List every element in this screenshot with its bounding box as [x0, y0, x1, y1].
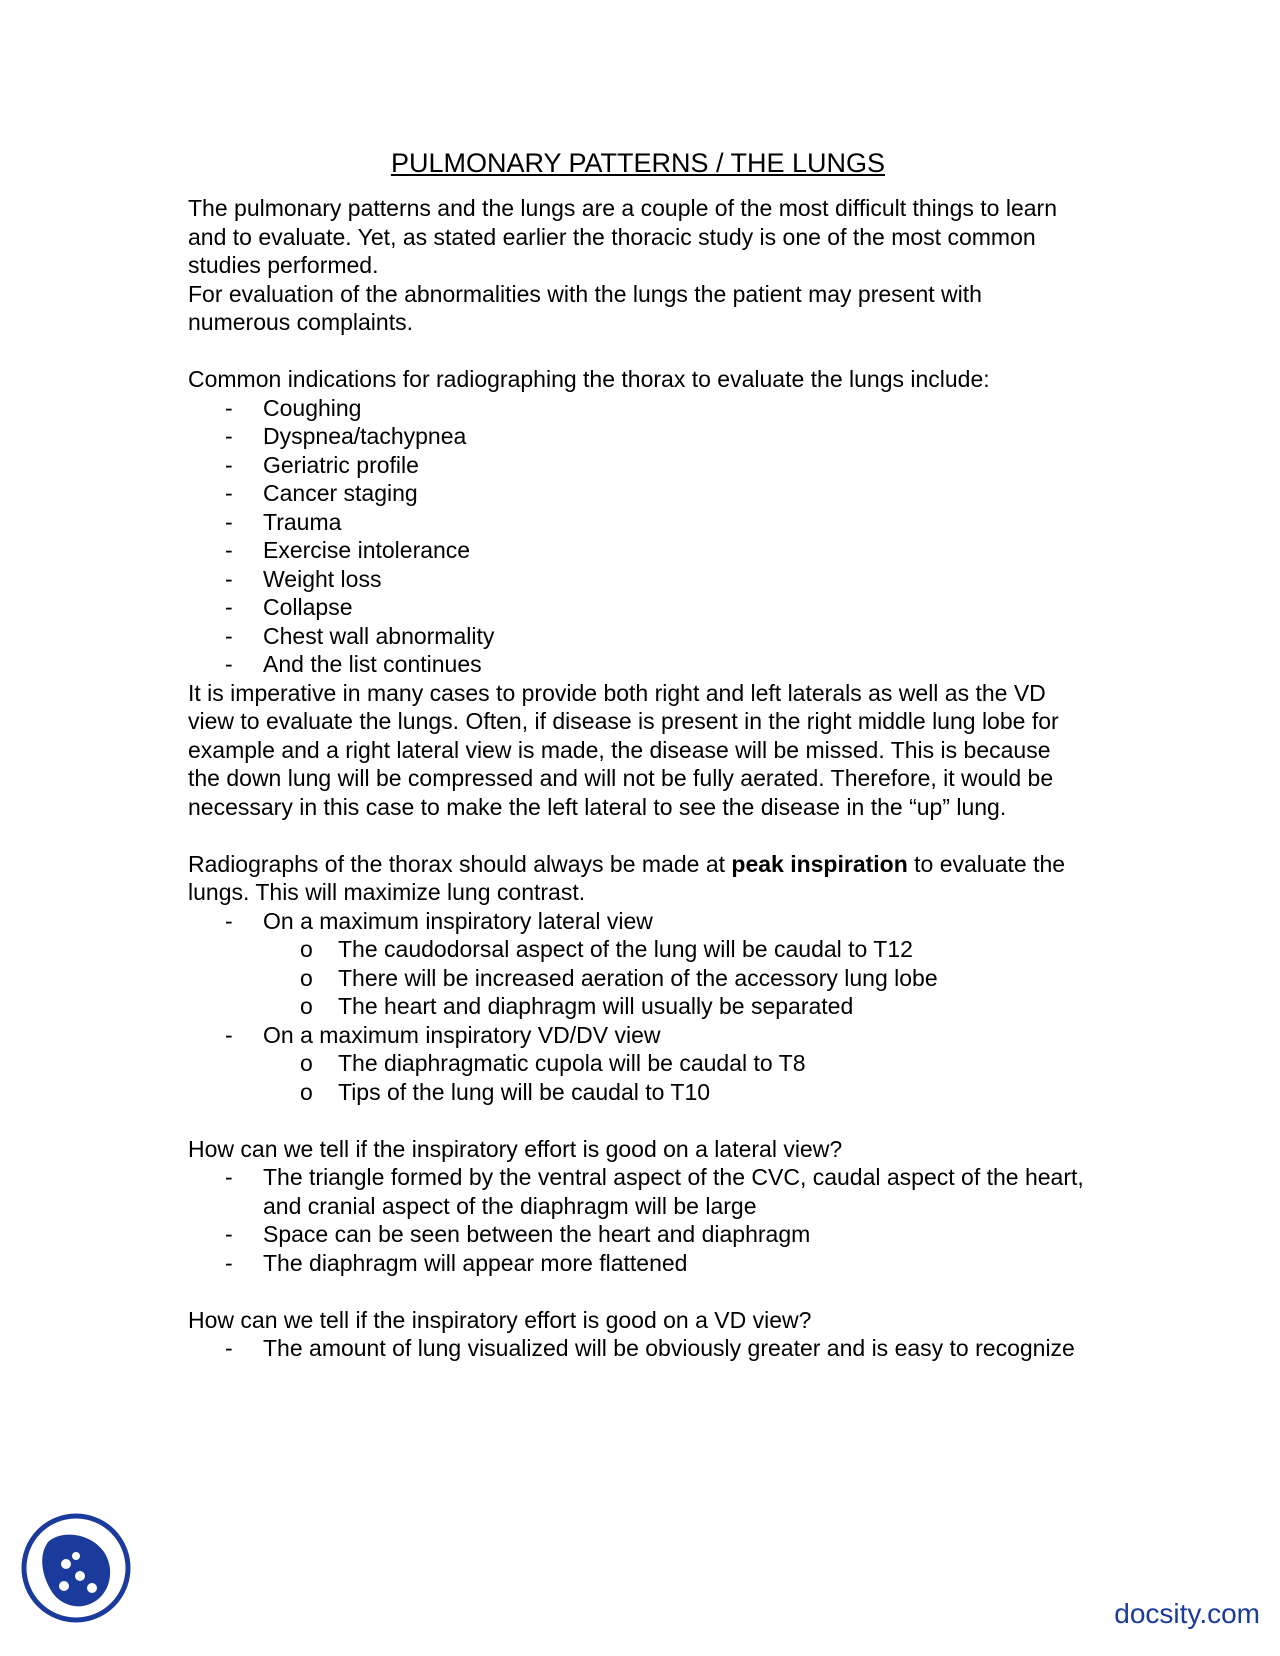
- list-item: - On a maximum inspiratory lateral view o The caudodorsal aspect of the lung will be caudal to T12 o There will be increased aeration of the accessory lung lobe o The heart and diaphragm will usually be separated: [188, 907, 1088, 1021]
- laterals-paragraph: It is imperative in many cases to provide both right and left laterals as well as the VD view to evaluate the lungs. Often, if disease is present in the right middle lung lobe for example and a right lateral view is made, the disease will be missed. This is because the down lung will be compressed and will not be fully aerated. Therefore, it would be necessary in this case to make the left lateral to see the disease in the “up” lung.: [188, 679, 1059, 820]
- vd-view-sublist: [263, 1049, 1088, 1106]
- list-item: - The diaphragm will appear more flattened: [225, 1249, 688, 1276]
- docsity-brand-link[interactable]: docsity.com: [1114, 1598, 1260, 1629]
- peak-inspiration-paragraph: Radiographs of the thorax should always be made at peak inspiration to evaluate the lungs. This will maximize lung contrast.: [188, 850, 1066, 905]
- lateral-view-sublist: [263, 935, 1088, 1021]
- sublist-item: o There will be increased aeration of the accessory lung lobe: [300, 964, 938, 991]
- list-item: - Dyspnea/tachypnea: [225, 423, 467, 449]
- list-item: - Weight loss: [225, 565, 382, 592]
- sublist-item: o Tips of the lung will be caudal to T10: [300, 1078, 711, 1105]
- list-item: - Geriatric profile: [225, 451, 419, 478]
- spacer: [188, 821, 1088, 850]
- vd-question: How can we tell if the inspiratory effort is good on a VD view?: [188, 1306, 812, 1333]
- list-item: - Chest wall abnormality: [225, 622, 495, 649]
- intro-paragraph: The pulmonary patterns and the lungs are a couple of the most difficult things to learn and to evaluate. Yet, as stated earlier the thoracic study is one of the most common studies performed.: [188, 195, 1057, 278]
- inspiratory-views-list: [188, 907, 1088, 1107]
- list-item: - And the list continues: [225, 651, 482, 677]
- intro-paragraph-2: For evaluation of the abnormalities with the lungs the patient may present with numerous complaints.: [188, 280, 982, 335]
- list-item: - Trauma: [225, 508, 342, 535]
- list-item: - The triangle formed by the ventral aspect of the CVC, caudal aspect of the heart, and cranial aspect of the diaphragm will be large: [225, 1164, 1084, 1219]
- spacer: [188, 337, 1088, 366]
- indications-heading: Common indications for radiographing the thorax to evaluate the lungs include:: [188, 366, 990, 392]
- list-item: - On a maximum inspiratory VD/DV view o The diaphragmatic cupola will be caudal to T8 o Tips of the lung will be caudal to T10: [188, 1021, 1088, 1107]
- page-title: PULMONARY PATTERNS / THE LUNGS: [390, 148, 886, 178]
- docsity-logo-icon[interactable]: [20, 1512, 132, 1624]
- list-item: - Collapse: [225, 594, 353, 620]
- logo-graphic: [20, 1512, 132, 1624]
- list-item: - Space can be seen between the heart and diaphragm: [225, 1221, 811, 1247]
- peak-inspiration-emphasis: peak inspiration: [731, 850, 908, 877]
- indications-list: [188, 394, 1088, 679]
- spacer: [188, 1106, 1088, 1135]
- sublist-item: o The heart and diaphragm will usually be separated: [300, 993, 854, 1019]
- list-item: - Cancer staging: [225, 480, 418, 506]
- lateral-answers-list: [188, 1163, 1088, 1277]
- sublist-item: o The caudodorsal aspect of the lung will be caudal to T12: [300, 936, 913, 962]
- list-item: - Exercise intolerance: [225, 537, 471, 563]
- list-item: - The amount of lung visualized will be obviously greater and is easy to recognize: [225, 1335, 1075, 1361]
- lateral-question: How can we tell if the inspiratory effort is good on a lateral view?: [188, 1135, 843, 1162]
- spacer: [188, 1277, 1088, 1306]
- document-page: [188, 146, 1088, 1363]
- vd-answers-list: [188, 1334, 1088, 1363]
- sublist-item: o The diaphragmatic cupola will be caudal to T8: [300, 1050, 806, 1076]
- list-item: - Coughing: [225, 394, 362, 421]
